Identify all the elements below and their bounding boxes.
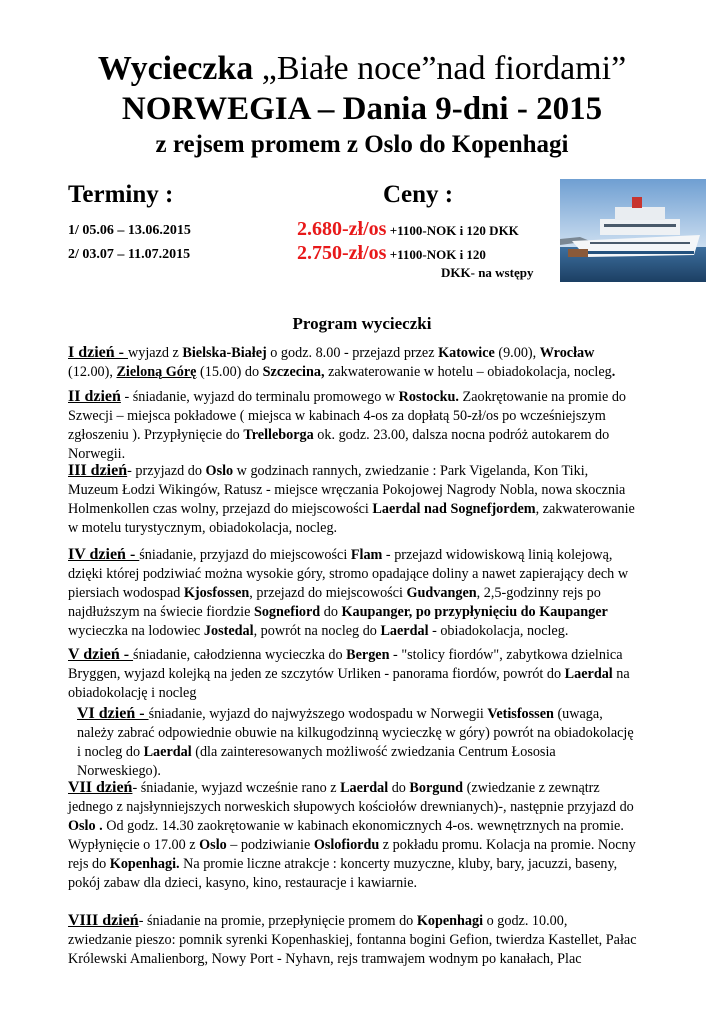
day-4-line: [68, 622, 628, 641]
day-4-line: [68, 584, 628, 603]
day-text-segment: rejs do: [68, 856, 110, 872]
terms-heading: Terminy :: [68, 181, 174, 208]
day-text-segment: Sognefiord: [253, 604, 321, 620]
day-7-line: [68, 778, 636, 798]
day-text-segment: Muzeum Łodzi Wikingów, Ratusz - miejsce wręczania Pokojowej Nagrody Nobla, nowa skocznia: [68, 482, 626, 498]
day-6-line: [77, 743, 634, 762]
day-7-line: [68, 874, 636, 893]
title-line-2: NORWEGIA – Dania 9-dni - 2015: [121, 91, 603, 127]
day-8-label: VIII dzień: [68, 912, 139, 929]
day-text-segment: Zieloną Górę: [116, 364, 197, 380]
day-text-segment: Wypłynięcie o 17.00 z: [68, 837, 200, 853]
day-text-segment: Laerdal nad Sognefjordem: [372, 501, 536, 517]
day-8-line: [68, 931, 637, 950]
day-text-segment: Borgund: [409, 780, 464, 796]
day-text-segment: o godz. 8.00 - przejazd przez: [266, 345, 439, 361]
day-text-segment: Laerdal: [564, 666, 613, 682]
day-2-line: [68, 426, 626, 445]
day-text-segment: jednego z najsłynniejszych norweskich słupowych kościołów drewnianych)-, następnie przyjazd do: [68, 799, 634, 815]
day-text-segment: pokój zabaw dla dzieci, kasyno, kino, restauracje i kawiarnie.: [68, 875, 418, 891]
day-1-block: [68, 343, 615, 382]
day-text-segment: - śniadanie na promie, przepłynięcie promem do: [138, 913, 417, 929]
day-text-segment: (9.00),: [494, 345, 540, 361]
day-text-segment: zakwaterowanie w hotelu – obiadokolacja, nocleg: [324, 364, 612, 380]
day-6-block: [77, 704, 634, 781]
program-heading: Program wycieczki: [292, 314, 432, 333]
day-text-segment: Oslo: [199, 837, 227, 853]
day-text-segment: – podziwianie: [226, 837, 314, 853]
term-1-price: 2.680-zł/os +1100-NOK i 120 DKK: [297, 218, 519, 240]
day-7-line: [68, 836, 636, 855]
day-text-segment: w motelu turystycznym, obiadokolacja, nocleg.: [68, 520, 338, 536]
day-8-line: [68, 950, 637, 969]
day-text-segment: Laerdal: [380, 623, 429, 639]
day-5-line: [68, 645, 630, 665]
ferry-ship-photo: [560, 179, 706, 282]
day-text-segment: Oslo: [205, 463, 234, 479]
day-6-line: [77, 704, 634, 724]
day-5-line: [68, 684, 630, 703]
title-line-3: z rejsem promem z Oslo do Kopenhagi: [155, 131, 569, 158]
day-text-segment: piersiach wodospad: [68, 585, 184, 601]
day-text-segment: Jostedal: [203, 623, 254, 639]
day-7-line: [68, 855, 636, 874]
day-text-segment: zwiedzanie pieszo: pomnik syrenki Kopenhaskiej, fontanna bogini Gefion, twierdza Kastellet, Pałac: [68, 932, 637, 948]
day-4-line: [68, 565, 628, 584]
day-text-segment: obiadokolację i nocleg: [68, 685, 197, 701]
term-2-dates: 2/ 03.07 – 11.07.2015: [68, 247, 191, 262]
day-text-segment: zgłoszeniu ). Przypłynięcie do: [68, 427, 244, 443]
day-text-segment: , zakwaterowanie: [535, 501, 635, 517]
day-text-segment: - śniadanie, wyjazd wcześnie rano z: [132, 780, 341, 796]
day-2-block: [68, 387, 626, 464]
day-text-segment: Oslo .: [68, 818, 103, 834]
day-text-segment: - przejazd widowiskową linią kolejową,: [382, 547, 613, 563]
term-1-dates: 1/ 05.06 – 13.06.2015: [68, 223, 191, 238]
day-text-segment: z pokładu promu. Kolacja na promie. Nocny: [379, 837, 636, 853]
day-text-segment: Kopenhagi.: [109, 856, 180, 872]
day-text-segment: Norweskiego).: [77, 763, 161, 779]
day-text-segment: wycieczka na lodowiec: [68, 623, 204, 639]
day-text-segment: Vetisfossen: [487, 706, 554, 722]
day-7-line: [68, 817, 636, 836]
day-5-line: [68, 665, 630, 684]
day-4-block: [68, 545, 628, 641]
day-text-segment: - obiadokolacja, nocleg.: [428, 623, 569, 639]
day-text-segment: Królewski Amalienborg, Nowy Port - Nyhavn, rejs tramwajem wodnym po kanałach, Plac: [68, 951, 582, 967]
day-text-segment: Laerdal: [143, 744, 192, 760]
title-line-1: Wycieczka „Białe noce”nad fiordami”: [97, 50, 627, 87]
day-text-segment: Wrocław: [539, 345, 595, 361]
prices-heading: Ceny :: [383, 181, 454, 208]
day-7-label: VII dzień: [68, 779, 133, 796]
day-4-label: IV dzień -: [68, 546, 140, 563]
day-text-segment: Kaupanger,: [341, 604, 413, 620]
day-6-label: VI dzień -: [77, 705, 149, 722]
day-text-segment: - "stolicy fiordów", zabytkowa dzielnica: [389, 647, 623, 663]
day-2-line: [68, 387, 626, 407]
day-3-line: [68, 500, 635, 519]
day-text-segment: śniadanie, wyjazd do najwyższego wodospadu w Norwegii: [148, 706, 488, 722]
day-3-block: [68, 461, 635, 538]
day-7-line: [68, 798, 636, 817]
day-text-segment: (12.00),: [68, 364, 117, 380]
day-text-segment: ok. godz. 23.00, dalsza nocna podróż autokarem do: [313, 427, 610, 443]
day-text-segment: Bryggen, wyjazd kolejką na jeden ze szczytów Urliken - panorama fiordów, powrót do: [68, 666, 565, 682]
day-text-segment: i nocleg do: [77, 744, 144, 760]
day-text-segment: (15.00) do: [196, 364, 263, 380]
day-text-segment: Rostocku.: [398, 389, 459, 405]
day-text-segment: Oslofiordu: [313, 837, 380, 853]
day-text-segment: po przypłynięciu do Kaupanger: [415, 604, 608, 620]
day-1-label: I dzień -: [68, 344, 128, 361]
day-text-segment: (dla zainteresowanych możliwość zwiedzania Centrum Łososia: [191, 744, 556, 760]
day-7-block: [68, 778, 636, 893]
day-text-segment: Norwegii.: [68, 446, 126, 462]
day-text-segment: Bergen: [346, 647, 390, 663]
day-1-line: [68, 343, 615, 363]
day-text-segment: , powrót na nocleg do: [253, 623, 381, 639]
ship-icon: [560, 179, 706, 282]
day-text-segment: (uwaga,: [553, 706, 603, 722]
day-text-segment: Zaokrętowanie na promie do: [458, 389, 627, 405]
day-text-segment: Od godz. 14.30 zaokrętowanie w kabinach ekonomicznych 4-os. wewnętrznych na promie.: [102, 818, 624, 834]
day-5-block: [68, 645, 630, 703]
day-text-segment: Holmenkollen czas wolny, przejazd do miejscowości: [68, 501, 373, 517]
day-text-segment: w godzinach rannych, zwiedzanie : Park Vigelanda, Kon Tiki,: [233, 463, 589, 479]
day-text-segment: do: [320, 604, 342, 620]
day-5-label: V dzień -: [68, 646, 134, 663]
day-3-line: [68, 481, 635, 500]
day-4-line: [68, 603, 628, 622]
day-text-segment: Flam: [350, 547, 383, 563]
day-text-segment: na: [612, 666, 630, 682]
day-text-segment: Laerdal: [340, 780, 389, 796]
day-2-line: [68, 407, 626, 426]
day-text-segment: Szwecji – miejsca pokładowe ( miejsca w kabinach 4-os za dopłatą 50-zł/os po wcześniejszym: [68, 408, 606, 424]
day-text-segment: Bielska-Białej: [182, 345, 267, 361]
terms-note: DKK- na wstępy: [441, 265, 534, 280]
day-text-segment: , 2,5-godzinny rejs po: [476, 585, 601, 601]
day-text-segment: Trelleborga: [243, 427, 314, 443]
day-text-segment: śniadanie, przyjazd do miejscowości: [139, 547, 351, 563]
day-text-segment: najdłuższym na świecie fiordzie: [68, 604, 254, 620]
day-text-segment: wyjazd z: [128, 345, 183, 361]
day-text-segment: - przyjazd do: [127, 463, 206, 479]
day-text-segment: należy zabrać odpowiednie obuwie na kilkugodzinną wycieczkę w góry) powrót na obiadokolację: [77, 725, 634, 741]
day-text-segment: Gudvangen: [406, 585, 477, 601]
day-text-segment: Kopenhagi: [416, 913, 484, 929]
day-1-line: [68, 363, 615, 382]
day-text-segment: - śniadanie, wyjazd do terminalu promowego w: [120, 389, 399, 405]
day-text-segment: o godz. 10.00,: [483, 913, 568, 929]
day-text-segment: Kjosfossen: [183, 585, 250, 601]
day-3-label: III dzień: [68, 462, 128, 479]
day-2-label: II dzień: [68, 388, 121, 405]
day-text-segment: Katowice: [438, 345, 495, 361]
day-text-segment: Na promie liczne atrakcje : koncerty muzyczne, kluby, bary, jacuzzi, baseny,: [179, 856, 618, 872]
day-8-block: [68, 911, 637, 969]
term-2-price: 2.750-zł/os +1100-NOK i 120: [297, 242, 486, 264]
day-6-line: [77, 724, 634, 743]
day-text-segment: , przejazd do miejscowości: [249, 585, 407, 601]
day-text-segment: .: [611, 364, 616, 380]
day-text-segment: (zwiedzanie z zewnątrz: [463, 780, 600, 796]
day-text-segment: do: [388, 780, 410, 796]
day-3-line: [68, 519, 635, 538]
day-text-segment: dzięki której podziwiać można wysokie góry, stromo opadające doliny a nawet zapierający dech w: [68, 566, 629, 582]
day-4-line: [68, 545, 628, 565]
day-8-line: [68, 911, 637, 931]
day-3-line: [68, 461, 635, 481]
day-text-segment: Szczecina,: [262, 364, 325, 380]
day-text-segment: śniadanie, całodzienna wycieczka do: [133, 647, 347, 663]
